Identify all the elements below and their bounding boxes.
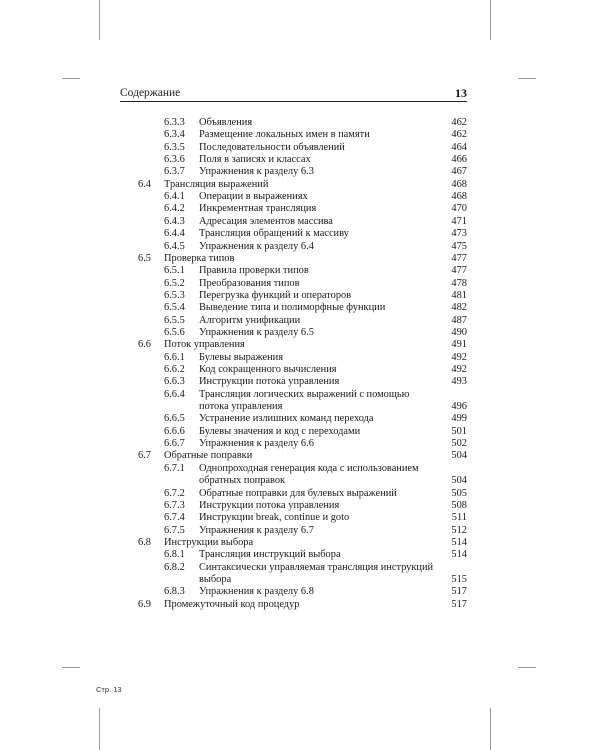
toc-entry-number: 6.5.2 [164, 277, 185, 289]
toc-entry-page: 508 [451, 499, 467, 511]
toc-entry-page: 492 [451, 364, 467, 375]
toc-entry-page: 490 [451, 326, 467, 338]
toc-entry-title: Устранение излишних команд перехода [199, 413, 374, 425]
toc-entry-page: 462 [451, 117, 467, 128]
toc-entry-page: 511 [451, 512, 467, 524]
toc-entry-page: 468 [451, 178, 467, 190]
toc-entry-title: Последовательности объявлений [199, 141, 345, 153]
toc-entry-title: Объявления [199, 117, 253, 128]
toc-entry-page: 481 [451, 289, 467, 301]
toc-entry-number: 6.7.1 [164, 462, 185, 474]
toc-entry-title: Булевы значения и код с переходами [199, 425, 361, 437]
toc-entry-page: 467 [451, 166, 467, 178]
toc-entry-number: 6.9 [138, 598, 151, 610]
toc-entry-page: 493 [451, 376, 467, 388]
toc-entry-page: 482 [451, 302, 467, 314]
toc-entry-number: 6.8 [138, 536, 151, 548]
toc-entry-number: 6.7.2 [164, 487, 185, 499]
toc-entry-number: 6.8.1 [164, 549, 185, 561]
toc-entry-page: 502 [451, 438, 467, 450]
toc-entry-title: Упражнения к разделу 6.8 [199, 586, 314, 598]
toc-entry-title: Синтаксически управляемая трансляция инструкций [199, 561, 434, 573]
toc-entry-number: 6.6.3 [164, 376, 185, 388]
toc-entry-title: Инструкции break, continue и goto [199, 512, 350, 524]
toc-entry-title: Трансляция обращений к массиву [199, 228, 349, 240]
crop-mark [518, 667, 536, 668]
toc-entry-page: 517 [451, 598, 467, 610]
toc-entry-page: 470 [451, 203, 467, 215]
toc-entry-title: выбора [199, 573, 232, 585]
toc-entry-page: 496 [451, 401, 467, 413]
toc-entry-title: Выведение типа и полиморфные функции [199, 302, 386, 314]
toc-entry-number: 6.8.3 [164, 586, 185, 598]
toc-entry-number: 6.4.1 [164, 191, 185, 203]
toc-entry-title: Проверка типов [164, 252, 235, 264]
toc-entry-number: 6.4.2 [164, 203, 185, 215]
toc-entry-title: Правила проверки типов [199, 265, 309, 277]
toc-entry-number: 6.7.5 [164, 524, 185, 536]
toc-entry-title: Промежуточный код процедур [164, 598, 300, 610]
toc-entry-number: 6.6.1 [164, 351, 185, 363]
toc-entry-page: 505 [451, 487, 467, 499]
toc-entry-page: 514 [451, 549, 467, 561]
crop-mark [518, 78, 536, 79]
toc-entry-title: Обратные поправки [164, 450, 253, 462]
toc-entry-page: 515 [451, 573, 467, 585]
toc-entry-page: 475 [451, 240, 467, 252]
toc-entry-number: 6.3.3 [164, 117, 185, 128]
toc-entry-title: Упражнения к разделу 6.7 [199, 524, 314, 536]
toc-entry-page: 468 [451, 191, 467, 203]
toc-entry-number: 6.3.6 [164, 154, 185, 166]
toc-entry-number: 6.6.4 [164, 388, 185, 400]
toc-entry-title: Код сокращенного вычисления [199, 364, 337, 375]
toc-entry-number: 6.5.5 [164, 314, 185, 326]
toc-entry-number: 6.5.6 [164, 326, 185, 338]
toc-entry-number: 6.4.4 [164, 228, 185, 240]
toc-entry-number: 6.7 [138, 450, 151, 462]
toc-entry-number: 6.5 [138, 252, 151, 264]
toc-entry-title: Упражнения к разделу 6.6 [199, 438, 314, 450]
toc-entry-page: 477 [451, 265, 467, 277]
toc-entry-title: Упражнения к разделу 6.3 [199, 166, 314, 178]
toc-entry-title: Инструкции потока управления [199, 376, 340, 388]
toc-entry-page: 501 [451, 425, 467, 437]
header-rule [120, 101, 467, 102]
toc-entry-number: 6.4.3 [164, 215, 185, 227]
crop-mark [490, 0, 491, 40]
toc-entry-title: Булевы выражения [199, 351, 283, 363]
toc-entry-number: 6.5.3 [164, 289, 185, 301]
toc-entry-title: Упражнения к разделу 6.4 [199, 240, 314, 252]
toc-entry-title: Размещение локальных имен в памяти [199, 129, 370, 141]
toc-entry-number: 6.5.4 [164, 302, 185, 314]
toc-entry-page: 504 [451, 450, 467, 462]
toc-entry-number: 6.6.5 [164, 413, 185, 425]
toc-entry-page: 464 [451, 141, 467, 153]
toc-entry-page: 504 [451, 475, 467, 487]
toc-entry-title: Трансляция логических выражений с помощью [199, 388, 410, 400]
toc-entry-number: 6.6.2 [164, 364, 185, 375]
toc-entry-title: Поля в записях и классах [199, 154, 311, 166]
toc-entry-title: Перегрузка функций и операторов [199, 289, 352, 301]
toc-entry-number: 6.4.5 [164, 240, 185, 252]
toc-entry-number: 6.6.7 [164, 438, 185, 450]
toc-entry-title: Операции в выражениях [199, 191, 308, 203]
toc-entry-title: Инструкции потока управления [199, 499, 340, 511]
toc-entry-title: Однопроходная генерация кода с использованием [199, 462, 419, 474]
toc-entry-number: 6.7.4 [164, 512, 185, 524]
toc-entry-page: 491 [451, 339, 467, 351]
toc-entry-number: 6.7.3 [164, 499, 185, 511]
page-number: 13 [455, 86, 467, 100]
crop-mark [99, 708, 100, 750]
toc-entry-page: 514 [451, 536, 467, 548]
toc-entry-title: Трансляция инструкций выбора [199, 549, 341, 561]
toc-entry-title: Поток управления [164, 339, 245, 351]
toc-entry-number: 6.3.7 [164, 166, 185, 178]
toc-entry-page: 473 [451, 228, 467, 240]
toc-entry-page: 462 [451, 129, 467, 141]
crop-mark [99, 0, 100, 40]
toc-entry-page: 499 [451, 413, 467, 425]
toc-entry-title: Упражнения к разделу 6.5 [199, 326, 314, 338]
crop-mark [62, 667, 80, 668]
toc-entry-number: 6.5.1 [164, 265, 185, 277]
toc-entry-title: Алгоритм унификации [199, 314, 301, 326]
toc-entry-page: 492 [451, 351, 467, 363]
crop-mark [490, 708, 491, 750]
toc-entry-number: 6.8.2 [164, 561, 185, 573]
toc-entry-title: потока управления [199, 401, 283, 413]
crop-mark [62, 78, 80, 79]
toc-entry-page: 471 [451, 215, 467, 227]
toc-entry-number: 6.3.5 [164, 141, 185, 153]
toc-entry-number: 6.6 [138, 339, 151, 351]
toc-entry-title: Инструкции выбора [164, 536, 254, 548]
toc-entry-page: 478 [451, 277, 467, 289]
running-header-title: Содержание [120, 87, 181, 99]
running-header [120, 85, 467, 101]
toc-entry-number: 6.3.4 [164, 129, 185, 141]
toc-entry-title: Адресация элементов массива [199, 215, 333, 227]
toc-entry-page: 466 [451, 154, 467, 166]
toc-entry-title: Преобразования типов [199, 277, 300, 289]
toc-entry-number: 6.4 [138, 178, 151, 190]
toc-entry-page: 512 [451, 524, 467, 536]
toc-entry-title: Трансляция выражений [164, 178, 269, 190]
toc-entry-page: 487 [451, 314, 467, 326]
toc-entry-title: Инкрементная трансляция [199, 203, 317, 215]
footer-page-label: Стр. 13 [96, 685, 122, 694]
toc-entry-title: Обратные поправки для булевых выражений [199, 487, 397, 499]
toc-entry-number: 6.6.6 [164, 425, 185, 437]
toc-entry-title: обратных поправок [199, 475, 286, 487]
toc-entry-page: 517 [451, 586, 467, 598]
toc-entry-page: 477 [451, 252, 467, 264]
